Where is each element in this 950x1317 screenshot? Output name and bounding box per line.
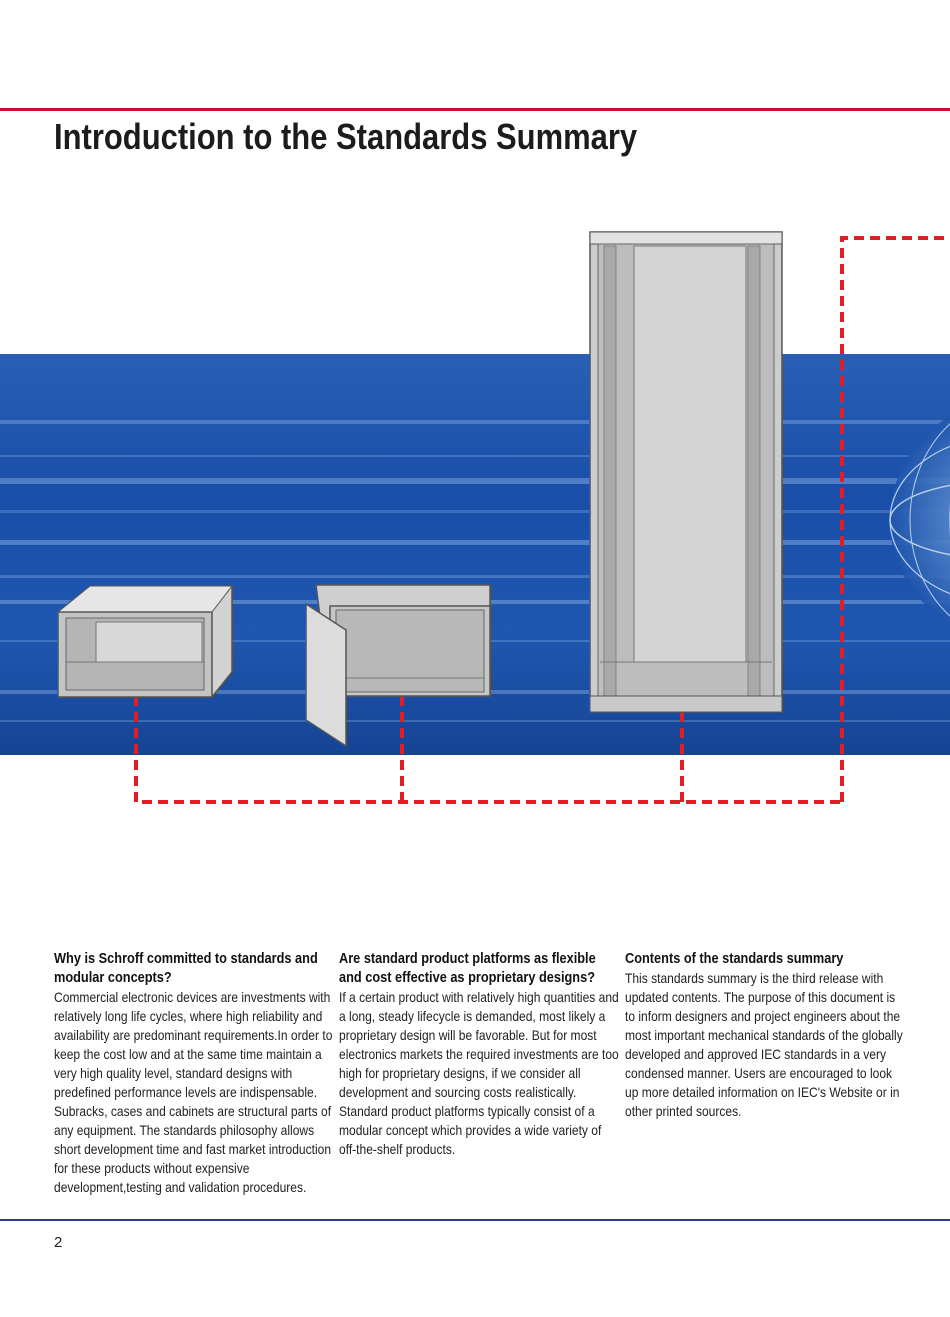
section-why-standards [54,950,336,1197]
section-heading: Why is Schroff committed to standards and modular concepts? [54,951,318,986]
section-heading: Contents of the standards summary [625,951,844,967]
section-body: This standards summary is the third release with updated contents. The purpose of this document is to inform designers and project engineers about the most important mechanical standards of the globally developed and approved IEC standards in a very condensed manner. Users are encouraged to look up more detailed information on IEC's Website or in other printed sources. [625,970,903,1119]
section-heading: Are standard product platforms as flexible and cost effective as proprietary designs? [339,951,596,986]
section-body: Commercial electronic devices are investments with relatively long life cycles, where high reliability and availability are predominant requirements.In order to keep the cost low and at the same time maintain a very high quality level, standard designs with predefined performance levels are indispensable. Subracks, cases and cabinets are structural parts of any equipment. The standards philosophy allows short development time and fast market introduction for these products without expensive development,testing and validation procedures. [54,989,333,1195]
section-body: If a certain product with relatively high quantities and a long, steady lifecycle is demanded, most likely a proprietary design will be favorable. But for most electronics markets the required investments are too high for proprietary designs, if we consider all development and sourcing costs realistically. Standard product platforms typically consist of a modular concept which provides a wide variety of off-the-shelf products. [339,989,619,1157]
section-platforms [339,950,621,1159]
page-title: Introduction to the Standards Summary [54,116,638,157]
page-number: 2 [54,1234,63,1251]
tall-rack-cabinet [590,232,782,712]
bottom-blue-rule [0,1219,950,1221]
top-red-rule [0,108,950,111]
section-contents [625,950,907,1121]
case-enclosure [58,586,232,697]
product-illustration [0,220,950,820]
